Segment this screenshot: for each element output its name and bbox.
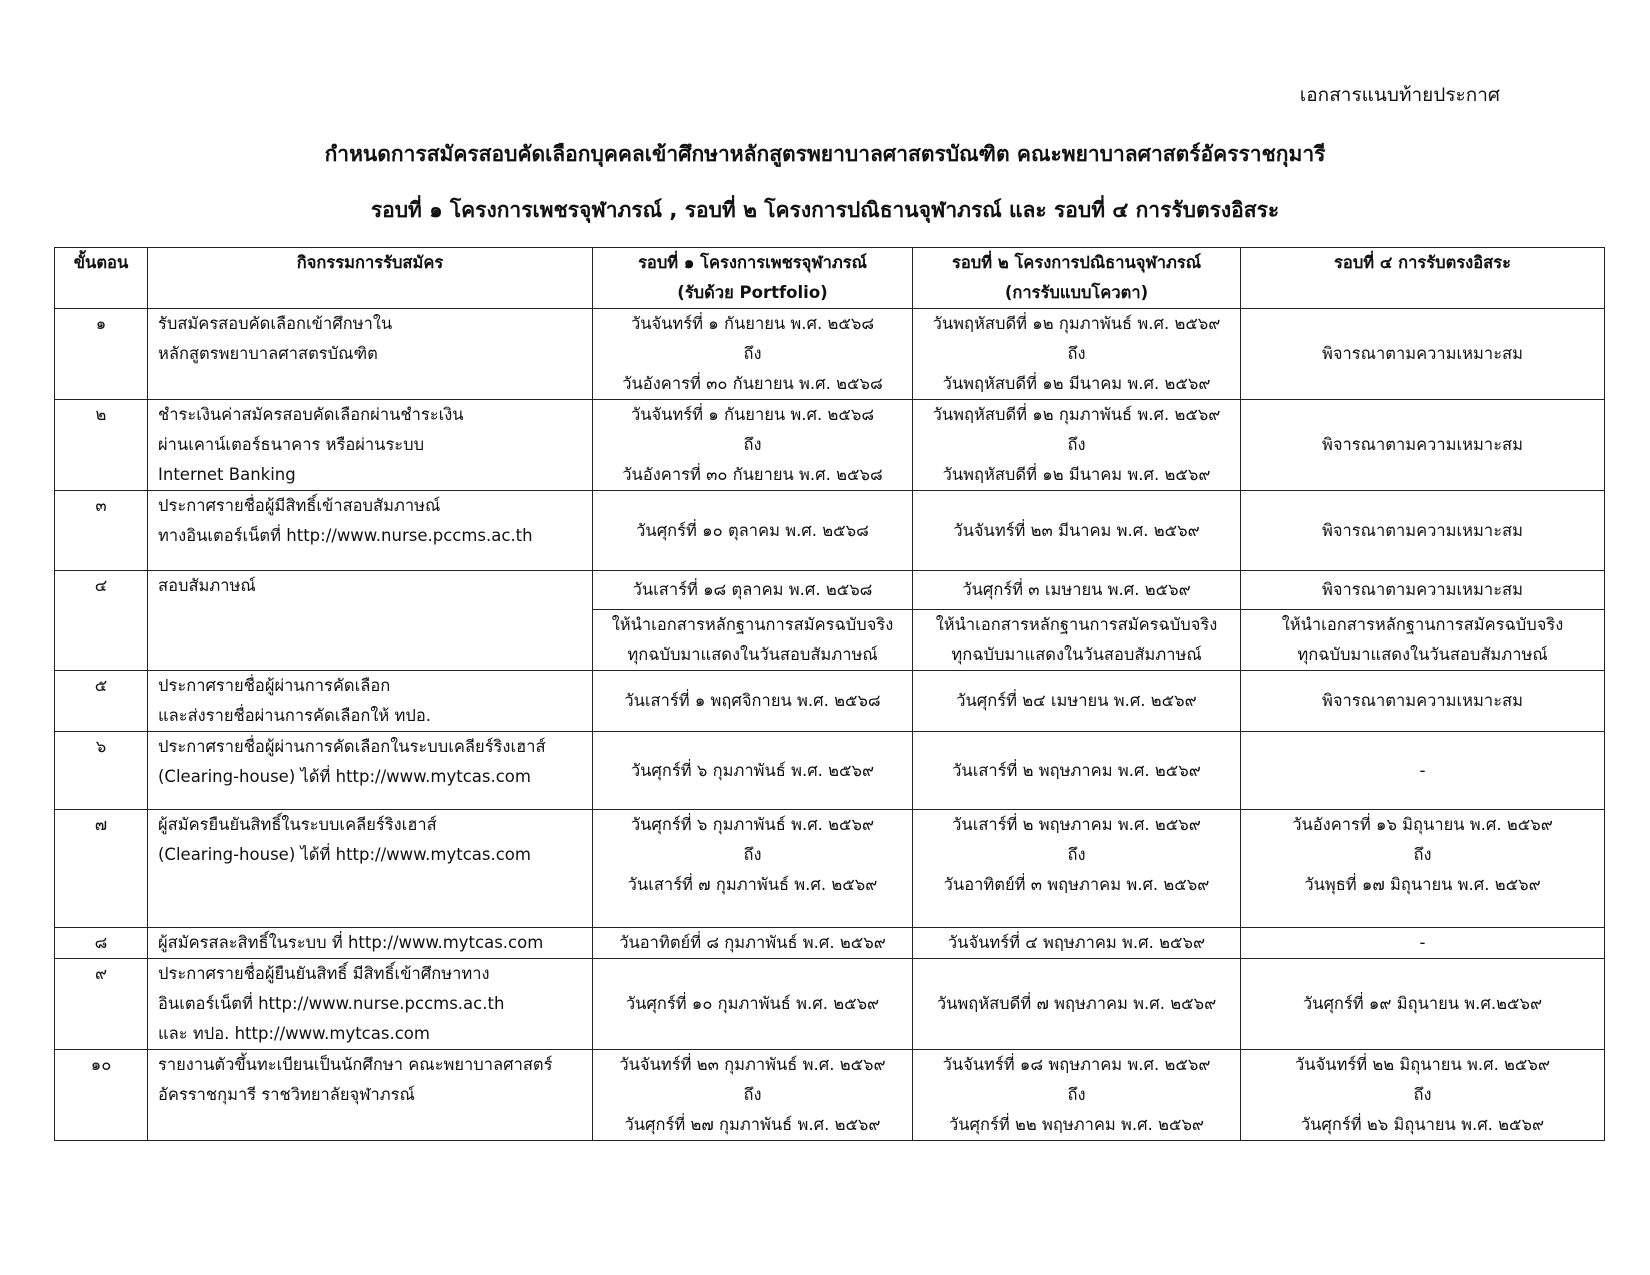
round2-date-cell-line: ถึง bbox=[1067, 435, 1086, 454]
round2-note-cell-line: ทุกฉบับมาแสดงในวันสอบสัมภาษณ์ bbox=[951, 645, 1202, 664]
round1-date-cell-line: วันอาทิตย์ที่ ๘ กุมภาพันธ์ พ.ศ. ๒๕๖๙ bbox=[619, 933, 886, 952]
step-number: ๑๐ bbox=[55, 1050, 148, 1141]
round4-date-cell bbox=[1241, 810, 1605, 928]
step-number: ๖ bbox=[55, 732, 148, 810]
round2-date-cell bbox=[913, 810, 1241, 928]
activity-cell-line: ประกาศรายชื่อผู้ผ่านการคัดเลือก bbox=[158, 676, 391, 695]
activity-cell-line: และ ทปอ. http://www.mytcas.com bbox=[158, 1024, 430, 1043]
activity-cell-line: ผู้สมัครยืนยันสิทธิ์ในระบบเคลียร์ริงเฮาส์ bbox=[158, 815, 437, 834]
activity-cell-line: หลักสูตรพยาบาลศาสตรบัณฑิต bbox=[158, 344, 378, 363]
round2-date-cell-line: วันเสาร์ที่ ๒ พฤษภาคม พ.ศ. ๒๕๖๙ bbox=[952, 815, 1201, 834]
document-subtitle: รอบที่ ๑ โครงการเพชรจุฬาภรณ์ , รอบที่ ๒ โครงการปณิธานจุฬาภรณ์ และ รอบที่ ๔ การรับตรงอิสระ bbox=[370, 198, 1280, 222]
table-body bbox=[55, 309, 1605, 1141]
step-number: ๔ bbox=[55, 571, 148, 671]
round2-date-cell-line: วันจันทร์ที่ ๑๘ พฤษภาคม พ.ศ. ๒๕๖๙ bbox=[942, 1055, 1211, 1074]
header-round1-line: (รับด้วย Portfolio) bbox=[677, 283, 828, 302]
round2-date-cell-line: วันศุกร์ที่ ๒๔ เมษายน พ.ศ. ๒๕๖๙ bbox=[956, 691, 1197, 710]
round2-date-cell bbox=[913, 309, 1241, 400]
activity-cell-line: ประกาศรายชื่อผู้ยืนยันสิทธิ์ มีสิทธิ์เข้าศึกษาทาง bbox=[158, 964, 490, 983]
round2-date-cell bbox=[913, 1050, 1241, 1141]
activity-cell bbox=[148, 1050, 593, 1141]
round2-date-cell-line: วันศุกร์ที่ ๓ เมษายน พ.ศ. ๒๕๖๙ bbox=[962, 580, 1191, 599]
round2-date-cell-line: ถึง bbox=[1067, 845, 1086, 864]
step-number: ๑ bbox=[55, 309, 148, 400]
activity-cell bbox=[148, 400, 593, 491]
round4-date-cell-line: วันพุธที่ ๑๗ มิถุนายน พ.ศ. ๒๕๖๙ bbox=[1304, 875, 1541, 894]
round2-date-cell-line: ถึง bbox=[1067, 344, 1086, 363]
round1-date-cell-line: ถึง bbox=[743, 1085, 762, 1104]
round1-date-cell-line: วันเสาร์ที่ ๗ กุมภาพันธ์ พ.ศ. ๒๕๖๙ bbox=[627, 875, 878, 894]
round2-date-cell-line: วันพฤหัสบดีที่ ๑๒ กุมภาพันธ์ พ.ศ. ๒๕๖๙ bbox=[932, 405, 1221, 424]
round4-date-cell bbox=[1241, 928, 1605, 959]
round4-date-cell bbox=[1241, 491, 1605, 571]
round1-date-cell-line: วันเสาร์ที่ ๑๘ ตุลาคม พ.ศ. ๒๕๖๘ bbox=[632, 580, 873, 599]
round2-date-cell-line: วันศุกร์ที่ ๒๒ พฤษภาคม พ.ศ. ๒๕๖๙ bbox=[948, 1115, 1205, 1134]
document-title: กำหนดการสมัครสอบคัดเลือกบุคคลเข้าศึกษาหลักสูตรพยาบาลศาสตรบัณฑิต คณะพยาบาลศาสตร์อัครราชกุมารี bbox=[324, 142, 1326, 166]
round1-date-cell-line: ถึง bbox=[743, 344, 762, 363]
step-number: ๓ bbox=[55, 491, 148, 571]
round1-date-cell-line: วันเสาร์ที่ ๑ พฤศจิกายน พ.ศ. ๒๕๖๘ bbox=[624, 691, 881, 710]
round4-date-cell-line: - bbox=[1419, 933, 1426, 952]
round4-date-cell bbox=[1241, 671, 1605, 732]
table-row bbox=[55, 491, 1605, 571]
activity-cell bbox=[148, 491, 593, 571]
round2-date-cell bbox=[913, 400, 1241, 491]
activity-cell-line: อัครราชกุมารี ราชวิทยาลัยจุฬาภรณ์ bbox=[158, 1085, 415, 1104]
header-round2 bbox=[913, 248, 1241, 309]
table-row bbox=[55, 571, 1605, 610]
step-number: ๘ bbox=[55, 928, 148, 959]
activity-cell-line: ประกาศรายชื่อผู้ผ่านการคัดเลือกในระบบเคลียร์ริงเฮาส์ bbox=[158, 737, 546, 756]
round1-date-cell-line: วันอังคารที่ ๓๐ กันยายน พ.ศ. ๒๕๖๘ bbox=[622, 465, 883, 484]
round2-date-cell-line: วันอาทิตย์ที่ ๓ พฤษภาคม พ.ศ. ๒๕๖๙ bbox=[943, 875, 1210, 894]
round4-date-cell-line: วันศุกร์ที่ ๑๙ มิถุนายน พ.ศ.๒๕๖๙ bbox=[1302, 994, 1543, 1013]
round2-date-cell bbox=[913, 928, 1241, 959]
activity-cell bbox=[148, 571, 593, 671]
round2-date-cell bbox=[913, 732, 1241, 810]
table-row bbox=[55, 309, 1605, 400]
round2-date-cell bbox=[913, 959, 1241, 1050]
step-number: ๕ bbox=[55, 671, 148, 732]
round2-note-cell bbox=[913, 610, 1241, 671]
round1-date-cell bbox=[593, 810, 913, 928]
activity-cell-line: รับสมัครสอบคัดเลือกเข้าศึกษาใน bbox=[158, 314, 393, 333]
step-number: ๙ bbox=[55, 959, 148, 1050]
round1-note-cell-line: ทุกฉบับมาแสดงในวันสอบสัมภาษณ์ bbox=[627, 645, 878, 664]
activity-cell-line: อินเตอร์เน็ตที่ http://www.nurse.pccms.ac.th bbox=[158, 994, 505, 1013]
round4-date-cell bbox=[1241, 959, 1605, 1050]
round1-date-cell-line: วันศุกร์ที่ ๖ กุมภาพันธ์ พ.ศ. ๒๕๖๙ bbox=[630, 760, 875, 780]
round2-date-cell bbox=[913, 491, 1241, 571]
header-round2-line: รอบที่ ๒ โครงการปณิธานจุฬาภรณ์ bbox=[951, 253, 1202, 272]
round2-date-cell-line: วันพฤหัสบดีที่ ๑๒ มีนาคม พ.ศ. ๒๕๖๙ bbox=[942, 374, 1211, 393]
step-number: ๒ bbox=[55, 400, 148, 491]
round4-date-cell bbox=[1241, 1050, 1605, 1141]
round1-date-cell-line: วันจันทร์ที่ ๑ กันยายน พ.ศ. ๒๕๖๘ bbox=[630, 405, 875, 424]
round4-date-cell bbox=[1241, 571, 1605, 610]
round1-date-cell-line: วันศุกร์ที่ ๖ กุมภาพันธ์ พ.ศ. ๒๕๖๙ bbox=[630, 815, 875, 834]
round4-note-cell-line: ทุกฉบับมาแสดงในวันสอบสัมภาษณ์ bbox=[1297, 645, 1548, 664]
round4-date-cell-line: ถึง bbox=[1413, 845, 1432, 864]
round2-date-cell bbox=[913, 671, 1241, 732]
activity-cell-line: ประกาศรายชื่อผู้มีสิทธิ์เข้าสอบสัมภาษณ์ bbox=[158, 496, 441, 515]
activity-cell-line: (Clearing-house) ได้ที่ http://www.mytcas.com bbox=[158, 845, 531, 864]
round4-date-cell-line: พิจารณาตามความเหมาะสม bbox=[1321, 520, 1523, 540]
activity-cell-line: Internet Banking bbox=[158, 465, 296, 484]
activity-cell-line: และส่งรายชื่อผ่านการคัดเลือกให้ ทปอ. bbox=[158, 706, 432, 725]
activity-cell-line: (Clearing-house) ได้ที่ http://www.mytcas.com bbox=[158, 767, 531, 786]
round2-date-cell-line: วันพฤหัสบดีที่ ๑๒ กุมภาพันธ์ พ.ศ. ๒๕๖๙ bbox=[932, 314, 1221, 333]
round1-date-cell bbox=[593, 1050, 913, 1141]
table-row bbox=[55, 810, 1605, 928]
round2-date-cell-line: วันพฤหัสบดีที่ ๑๒ มีนาคม พ.ศ. ๒๕๖๙ bbox=[942, 465, 1211, 484]
round4-date-cell bbox=[1241, 732, 1605, 810]
activity-cell-line: ผู้สมัครสละสิทธิ์ในระบบ ที่ http://www.mytcas.com bbox=[158, 933, 544, 952]
round2-date-cell-line: ถึง bbox=[1067, 1085, 1086, 1104]
table-row bbox=[55, 732, 1605, 810]
table-header-row bbox=[55, 248, 1605, 309]
attachment-label: เอกสารแนบท้ายประกาศ bbox=[1299, 84, 1500, 106]
header-activity: กิจกรรมการรับสมัคร bbox=[148, 248, 593, 309]
round1-date-cell bbox=[593, 309, 913, 400]
round4-note-cell bbox=[1241, 610, 1605, 671]
round2-date-cell-line: วันจันทร์ที่ ๔ พฤษภาคม พ.ศ. ๒๕๖๙ bbox=[947, 933, 1206, 952]
activity-cell bbox=[148, 959, 593, 1050]
round4-date-cell-line: พิจารณาตามความเหมาะสม bbox=[1321, 580, 1523, 599]
round1-date-cell bbox=[593, 671, 913, 732]
round4-date-cell-line: วันจันทร์ที่ ๒๒ มิถุนายน พ.ศ. ๒๕๖๙ bbox=[1295, 1055, 1550, 1074]
header-round4: รอบที่ ๔ การรับตรงอิสระ bbox=[1241, 248, 1605, 309]
header-step: ขั้นตอน bbox=[55, 248, 148, 309]
round1-date-cell-line: วันศุกร์ที่ ๑๐ ตุลาคม พ.ศ. ๒๕๖๘ bbox=[636, 520, 869, 540]
round1-date-cell bbox=[593, 732, 913, 810]
round1-date-cell-line: วันจันทร์ที่ ๑ กันยายน พ.ศ. ๒๕๖๘ bbox=[630, 314, 875, 333]
activity-cell-line: รายงานตัวขึ้นทะเบียนเป็นนักศึกษา คณะพยาบาลศาสตร์ bbox=[158, 1055, 553, 1074]
round4-date-cell-line: วันศุกร์ที่ ๒๖ มิถุนายน พ.ศ. ๒๕๖๙ bbox=[1300, 1115, 1545, 1134]
header-round1-line: รอบที่ ๑ โครงการเพชรจุฬาภรณ์ bbox=[638, 253, 867, 272]
round1-date-cell-line: วันอังคารที่ ๓๐ กันยายน พ.ศ. ๒๕๖๘ bbox=[622, 374, 883, 393]
activity-cell bbox=[148, 928, 593, 959]
round1-date-cell-line: วันจันทร์ที่ ๒๓ กุมภาพันธ์ พ.ศ. ๒๕๖๙ bbox=[619, 1055, 886, 1074]
round1-date-cell-line: ถึง bbox=[743, 435, 762, 454]
step-number: ๗ bbox=[55, 810, 148, 928]
round4-date-cell bbox=[1241, 400, 1605, 491]
activity-cell bbox=[148, 671, 593, 732]
round1-note-cell-line: ให้นำเอกสารหลักฐานการสมัครฉบับจริง bbox=[611, 615, 894, 634]
round1-note-cell bbox=[593, 610, 913, 671]
round4-date-cell-line: พิจารณาตามความเหมาะสม bbox=[1321, 691, 1523, 710]
activity-cell bbox=[148, 810, 593, 928]
round1-date-cell bbox=[593, 928, 913, 959]
round2-note-cell-line: ให้นำเอกสารหลักฐานการสมัครฉบับจริง bbox=[935, 615, 1218, 634]
round4-date-cell-line: ถึง bbox=[1413, 1085, 1432, 1104]
table-row bbox=[55, 671, 1605, 732]
round2-date-cell-line: วันจันทร์ที่ ๒๓ มีนาคม พ.ศ. ๒๕๖๙ bbox=[953, 520, 1200, 540]
table-row bbox=[55, 1050, 1605, 1141]
round4-date-cell-line: พิจารณาตามความเหมาะสม bbox=[1321, 344, 1523, 363]
activity-cell-line: สอบสัมภาษณ์ bbox=[158, 576, 256, 595]
round2-date-cell-line: วันเสาร์ที่ ๒ พฤษภาคม พ.ศ. ๒๕๖๙ bbox=[952, 760, 1201, 780]
round1-date-cell bbox=[593, 400, 913, 491]
round1-date-cell bbox=[593, 491, 913, 571]
activity-cell-line: ผ่านเคาน์เตอร์ธนาคาร หรือผ่านระบบ bbox=[158, 435, 425, 454]
round4-note-cell-line: ให้นำเอกสารหลักฐานการสมัครฉบับจริง bbox=[1281, 615, 1564, 634]
activity-cell bbox=[148, 309, 593, 400]
round1-date-cell bbox=[593, 959, 913, 1050]
activity-cell-line: ทางอินเตอร์เน็ตที่ http://www.nurse.pccms.ac.th bbox=[158, 526, 533, 545]
round1-date-cell-line: วันศุกร์ที่ ๑๐ กุมภาพันธ์ พ.ศ. ๒๕๖๙ bbox=[625, 994, 880, 1013]
round1-date-cell-line: วันศุกร์ที่ ๒๗ กุมภาพันธ์ พ.ศ. ๒๕๖๙ bbox=[624, 1115, 881, 1134]
round4-date-cell-line: - bbox=[1419, 760, 1426, 780]
schedule-table bbox=[54, 247, 1605, 1141]
header-round2-line: (การรับแบบโควตา) bbox=[1004, 283, 1149, 302]
header-round1 bbox=[593, 248, 913, 309]
round4-date-cell-line: พิจารณาตามความเหมาะสม bbox=[1321, 435, 1523, 454]
round4-date-cell bbox=[1241, 309, 1605, 400]
table-row bbox=[55, 928, 1605, 959]
table-row bbox=[55, 400, 1605, 491]
table-row bbox=[55, 959, 1605, 1050]
round1-date-cell-line: ถึง bbox=[743, 845, 762, 864]
activity-cell bbox=[148, 732, 593, 810]
activity-cell-line: ชำระเงินค่าสมัครสอบคัดเลือกผ่านชำระเงิน bbox=[158, 405, 464, 424]
round1-date-cell bbox=[593, 571, 913, 610]
round4-date-cell-line: วันอังคารที่ ๑๖ มิถุนายน พ.ศ. ๒๕๖๙ bbox=[1292, 815, 1553, 834]
round2-date-cell-line: วันพฤหัสบดีที่ ๗ พฤษภาคม พ.ศ. ๒๕๖๙ bbox=[936, 994, 1217, 1013]
round2-date-cell bbox=[913, 571, 1241, 610]
